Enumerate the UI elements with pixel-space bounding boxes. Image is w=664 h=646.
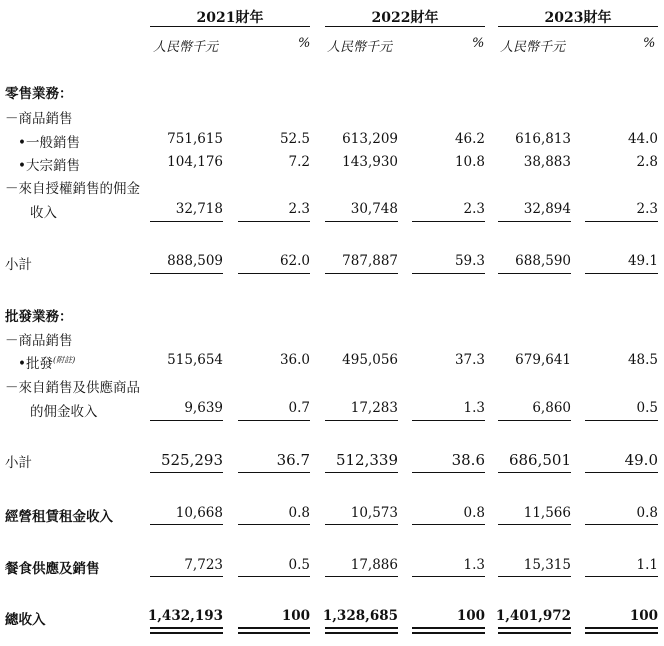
cell-general-sales-c4: 46.2 — [454, 131, 485, 147]
cell-wholesale-c2: 36.0 — [279, 352, 310, 368]
catering-label: 餐食供應及銷售 — [5, 561, 100, 577]
rule-wholesale-commission-c1 — [150, 420, 223, 421]
rule-wholesale-subtotal-c6 — [585, 472, 658, 473]
cell-wholesale-commission-c3: 17,283 — [350, 400, 398, 416]
cell-wholesale-subtotal-c2: 36.7 — [276, 451, 310, 469]
rule-retail-subtotal-c1 — [150, 273, 223, 274]
rule-leasing-c2 — [238, 524, 310, 525]
cell-retail-subtotal-c3: 787,887 — [342, 253, 398, 269]
cell-wholesale-c5: 679,641 — [515, 352, 571, 368]
rule-retail-subtotal-c5 — [498, 273, 571, 274]
rule-retail-subtotal-c3 — [325, 273, 398, 274]
year-header-2022: 2022財年 — [371, 10, 439, 26]
wholesale-subtotal-label: 小計 — [5, 455, 32, 471]
cell-wholesale-commission-c4: 1.3 — [463, 400, 485, 416]
rule-total-bottom-c4 — [412, 632, 485, 634]
rule-wholesale-subtotal-c4 — [412, 472, 485, 473]
year-header-2021: 2021財年 — [196, 10, 264, 26]
cell-total-c2: 100 — [281, 608, 310, 624]
rule-wholesale-subtotal-c3 — [325, 472, 398, 473]
rule-catering-c5 — [498, 576, 571, 577]
year-header-rule-2022 — [325, 26, 485, 27]
unit-pct-2022: % — [472, 36, 485, 51]
cell-retail-subtotal-c5: 688,590 — [515, 253, 571, 269]
rule-total-bottom-c2 — [238, 632, 310, 634]
retail-goods-sales-label: －商品銷售 — [5, 111, 73, 127]
unit-pct-2021: % — [298, 36, 311, 51]
leasing-label: 經營租賃租金收入 — [5, 509, 113, 525]
cell-wholesale-c4: 37.3 — [454, 352, 485, 368]
cell-wholesale-commission-c5: 6,860 — [532, 400, 571, 416]
cell-wholesale-subtotal-c3: 512,339 — [335, 451, 398, 469]
rule-catering-c4 — [412, 576, 485, 577]
retail-section-title: 零售業務： — [5, 86, 73, 102]
cell-leasing-c4: 0.8 — [463, 505, 485, 521]
cell-leasing-c3: 10,573 — [350, 505, 398, 521]
rule-catering-c6 — [585, 576, 658, 577]
rule-total-bottom-c3 — [325, 632, 398, 634]
rule-commission-c5 — [498, 221, 571, 222]
rule-wholesale-subtotal-c2 — [238, 472, 310, 473]
rule-wholesale-commission-c5 — [498, 420, 571, 421]
unit-rmb-2021: 人民幣千元 — [153, 40, 219, 55]
cell-wholesale-commission-c6: 0.5 — [636, 400, 658, 416]
rule-leasing-c4 — [412, 524, 485, 525]
rule-commission-c1 — [150, 221, 223, 222]
cell-retail-commission-c4: 2.3 — [463, 201, 485, 217]
cell-general-sales-c3: 613,209 — [342, 131, 398, 147]
rule-total-top-c4 — [412, 627, 485, 629]
rule-wholesale-subtotal-c5 — [498, 472, 571, 473]
cell-catering-c6: 1.1 — [636, 557, 658, 573]
cell-general-sales-c5: 616,813 — [515, 131, 571, 147]
rule-wholesale-commission-c6 — [585, 420, 658, 421]
cell-retail-commission-c5: 32,894 — [523, 201, 571, 217]
cell-general-sales-c6: 44.0 — [627, 131, 658, 147]
cell-retail-subtotal-c6: 49.1 — [627, 253, 658, 269]
cell-catering-c4: 1.3 — [463, 557, 485, 573]
cell-bulk-sales-c3: 143,930 — [342, 154, 398, 170]
rule-wholesale-subtotal-c1 — [150, 472, 223, 473]
cell-general-sales-c2: 52.5 — [279, 131, 310, 147]
rule-total-top-c6 — [585, 627, 658, 629]
cell-total-c6: 100 — [629, 608, 658, 624]
cell-retail-commission-c1: 32,718 — [175, 201, 223, 217]
rule-wholesale-commission-c2 — [238, 420, 310, 421]
year-header-rule-2023 — [498, 26, 658, 27]
cell-wholesale-subtotal-c4: 38.6 — [451, 451, 485, 469]
cell-total-c5: 1,401,972 — [495, 608, 571, 624]
wholesale-item-text: •批發 — [18, 356, 53, 372]
rule-retail-subtotal-c6 — [585, 273, 658, 274]
rule-total-top-c1 — [150, 627, 223, 629]
rule-wholesale-commission-c3 — [325, 420, 398, 421]
rule-leasing-c5 — [498, 524, 571, 525]
retail-commission-label-line1: －來自授權銷售的佣金 — [5, 181, 140, 197]
wholesale-commission-label-line2: 的佣金收入 — [30, 404, 98, 420]
cell-wholesale-commission-c1: 9,639 — [184, 400, 223, 416]
rule-retail-subtotal-c4 — [412, 273, 485, 274]
rule-leasing-c1 — [150, 524, 223, 525]
cell-catering-c5: 15,315 — [523, 557, 571, 573]
cell-retail-subtotal-c4: 59.3 — [454, 253, 485, 269]
rule-commission-c2 — [238, 221, 310, 222]
rule-catering-c1 — [150, 576, 223, 577]
cell-bulk-sales-c4: 10.8 — [454, 154, 485, 170]
rule-commission-c3 — [325, 221, 398, 222]
bulk-sales-label: •大宗銷售 — [18, 158, 80, 174]
cell-bulk-sales-c6: 2.8 — [636, 154, 658, 170]
cell-retail-subtotal-c1: 888,509 — [167, 253, 223, 269]
wholesale-item-label — [18, 352, 75, 372]
rule-total-top-c5 — [498, 627, 571, 629]
rule-catering-c2 — [238, 576, 310, 577]
year-header-rule-2021 — [150, 26, 310, 27]
cell-catering-c1: 7,723 — [184, 557, 223, 573]
cell-catering-c2: 0.5 — [288, 557, 310, 573]
rule-total-bottom-c6 — [585, 632, 658, 634]
wholesale-goods-sales-label: －商品銷售 — [5, 333, 73, 349]
cell-leasing-c5: 11,566 — [523, 505, 571, 521]
total-label: 總收入 — [5, 612, 46, 628]
cell-total-c1: 1,432,193 — [147, 608, 223, 624]
cell-wholesale-c3: 495,056 — [342, 352, 398, 368]
cell-wholesale-subtotal-c1: 525,293 — [160, 451, 223, 469]
cell-leasing-c6: 0.8 — [636, 505, 658, 521]
cell-wholesale-commission-c2: 0.7 — [288, 400, 310, 416]
cell-leasing-c2: 0.8 — [288, 505, 310, 521]
cell-bulk-sales-c1: 104,176 — [167, 154, 223, 170]
retail-subtotal-label: 小計 — [5, 257, 32, 273]
general-sales-label: •一般銷售 — [18, 135, 80, 151]
unit-rmb-2023: 人民幣千元 — [500, 40, 566, 55]
wholesale-section-title: 批發業務： — [5, 309, 73, 325]
retail-commission-label-line2: 收入 — [30, 205, 57, 221]
rule-leasing-c3 — [325, 524, 398, 525]
cell-leasing-c1: 10,668 — [175, 505, 223, 521]
wholesale-commission-label-line1: －來自銷售及供應商品 — [5, 380, 140, 396]
cell-wholesale-subtotal-c6: 49.0 — [624, 451, 658, 469]
rule-total-top-c3 — [325, 627, 398, 629]
rule-total-top-c2 — [238, 627, 310, 629]
cell-wholesale-subtotal-c5: 686,501 — [508, 451, 571, 469]
cell-general-sales-c1: 751,615 — [167, 131, 223, 147]
cell-retail-subtotal-c2: 62.0 — [279, 253, 310, 269]
year-header-2023: 2023財年 — [544, 10, 612, 26]
cell-retail-commission-c6: 2.3 — [636, 201, 658, 217]
rule-total-bottom-c5 — [498, 632, 571, 634]
cell-retail-commission-c3: 30,748 — [350, 201, 398, 217]
cell-bulk-sales-c5: 38,883 — [523, 154, 571, 170]
wholesale-note-marker: (附註) — [52, 355, 76, 365]
rule-wholesale-commission-c4 — [412, 420, 485, 421]
rule-catering-c3 — [325, 576, 398, 577]
rule-retail-subtotal-c2 — [238, 273, 310, 274]
cell-bulk-sales-c2: 7.2 — [288, 154, 310, 170]
cell-total-c4: 100 — [456, 608, 485, 624]
cell-wholesale-c6: 48.5 — [627, 352, 658, 368]
rule-total-bottom-c1 — [150, 632, 223, 634]
cell-total-c3: 1,328,685 — [322, 608, 398, 624]
unit-rmb-2022: 人民幣千元 — [327, 40, 393, 55]
cell-wholesale-c1: 515,654 — [167, 352, 223, 368]
rule-commission-c6 — [585, 221, 658, 222]
rule-leasing-c6 — [585, 524, 658, 525]
unit-pct-2023: % — [643, 36, 656, 51]
cell-retail-commission-c2: 2.3 — [288, 201, 310, 217]
cell-catering-c3: 17,886 — [350, 557, 398, 573]
rule-commission-c4 — [412, 221, 485, 222]
